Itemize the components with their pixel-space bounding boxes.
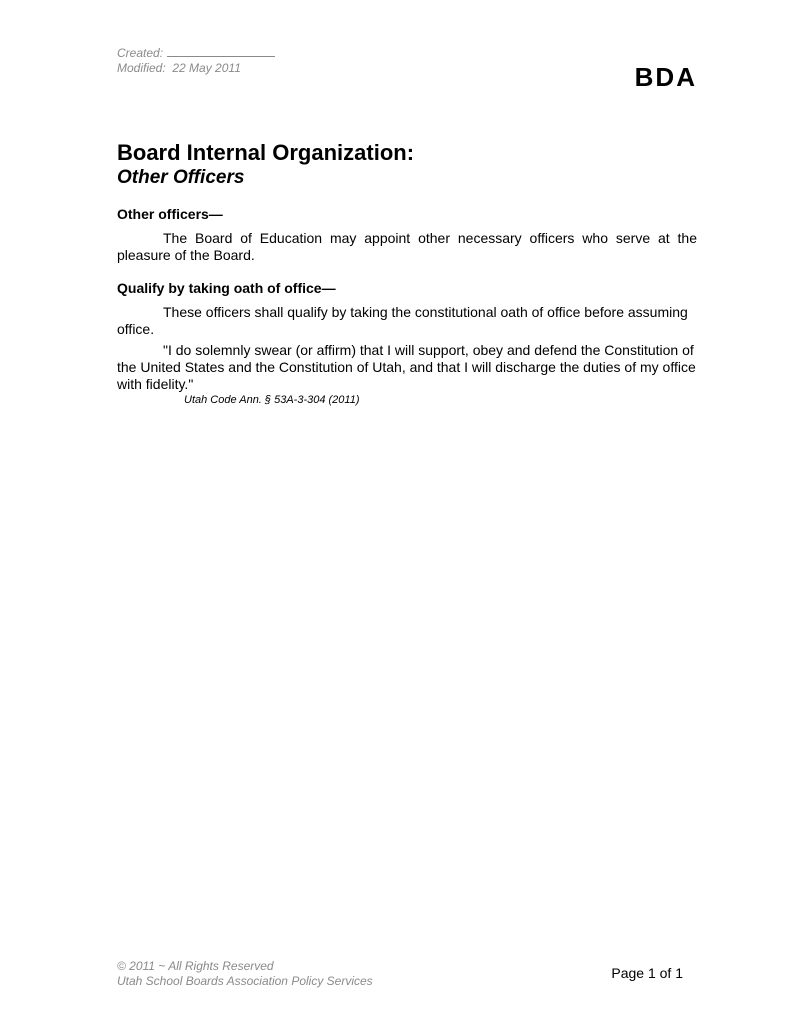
- footer-credits: [117, 959, 373, 989]
- modified-date: 22 May 2011: [172, 61, 241, 75]
- document-meta: [117, 45, 275, 76]
- footer-organization: Utah School Boards Association Policy Services: [117, 974, 373, 988]
- oath-quote: "I do solemnly swear (or affirm) that I will support, obey and defend the Constitution of the United States and the Constitution of Utah, and that I will discharge the duties of my office with fidelity.": [117, 342, 696, 392]
- document-body: [117, 206, 697, 407]
- page-number: Page 1 of 1: [611, 965, 683, 981]
- section-other-officers: [117, 206, 697, 264]
- section-heading: Qualify by taking oath of office—: [117, 280, 336, 296]
- title-sub: Other Officers: [117, 167, 245, 188]
- legal-citation: Utah Code Ann. § 53A-3-304 (2011): [184, 394, 360, 406]
- created-label: Created:: [117, 46, 164, 60]
- policy-code: BDA: [634, 62, 697, 92]
- section-heading: Other officers—: [117, 206, 223, 222]
- section-paragraph: The Board of Education may appoint other necessary officers who serve at the pleasure of the Board.: [117, 230, 697, 263]
- section-paragraph: These officers shall qualify by taking the constitutional oath of office before assuming office.: [117, 304, 688, 337]
- modified-label: Modified:: [117, 61, 166, 75]
- section-oath-of-office: [117, 280, 697, 407]
- footer-copyright: © 2011 ~ All Rights Reserved: [117, 959, 274, 973]
- created-line: [117, 45, 275, 61]
- title-main: Board Internal Organization:: [117, 140, 415, 165]
- document-title: [117, 140, 702, 190]
- modified-line: [117, 61, 275, 76]
- created-blank-field: [167, 45, 275, 57]
